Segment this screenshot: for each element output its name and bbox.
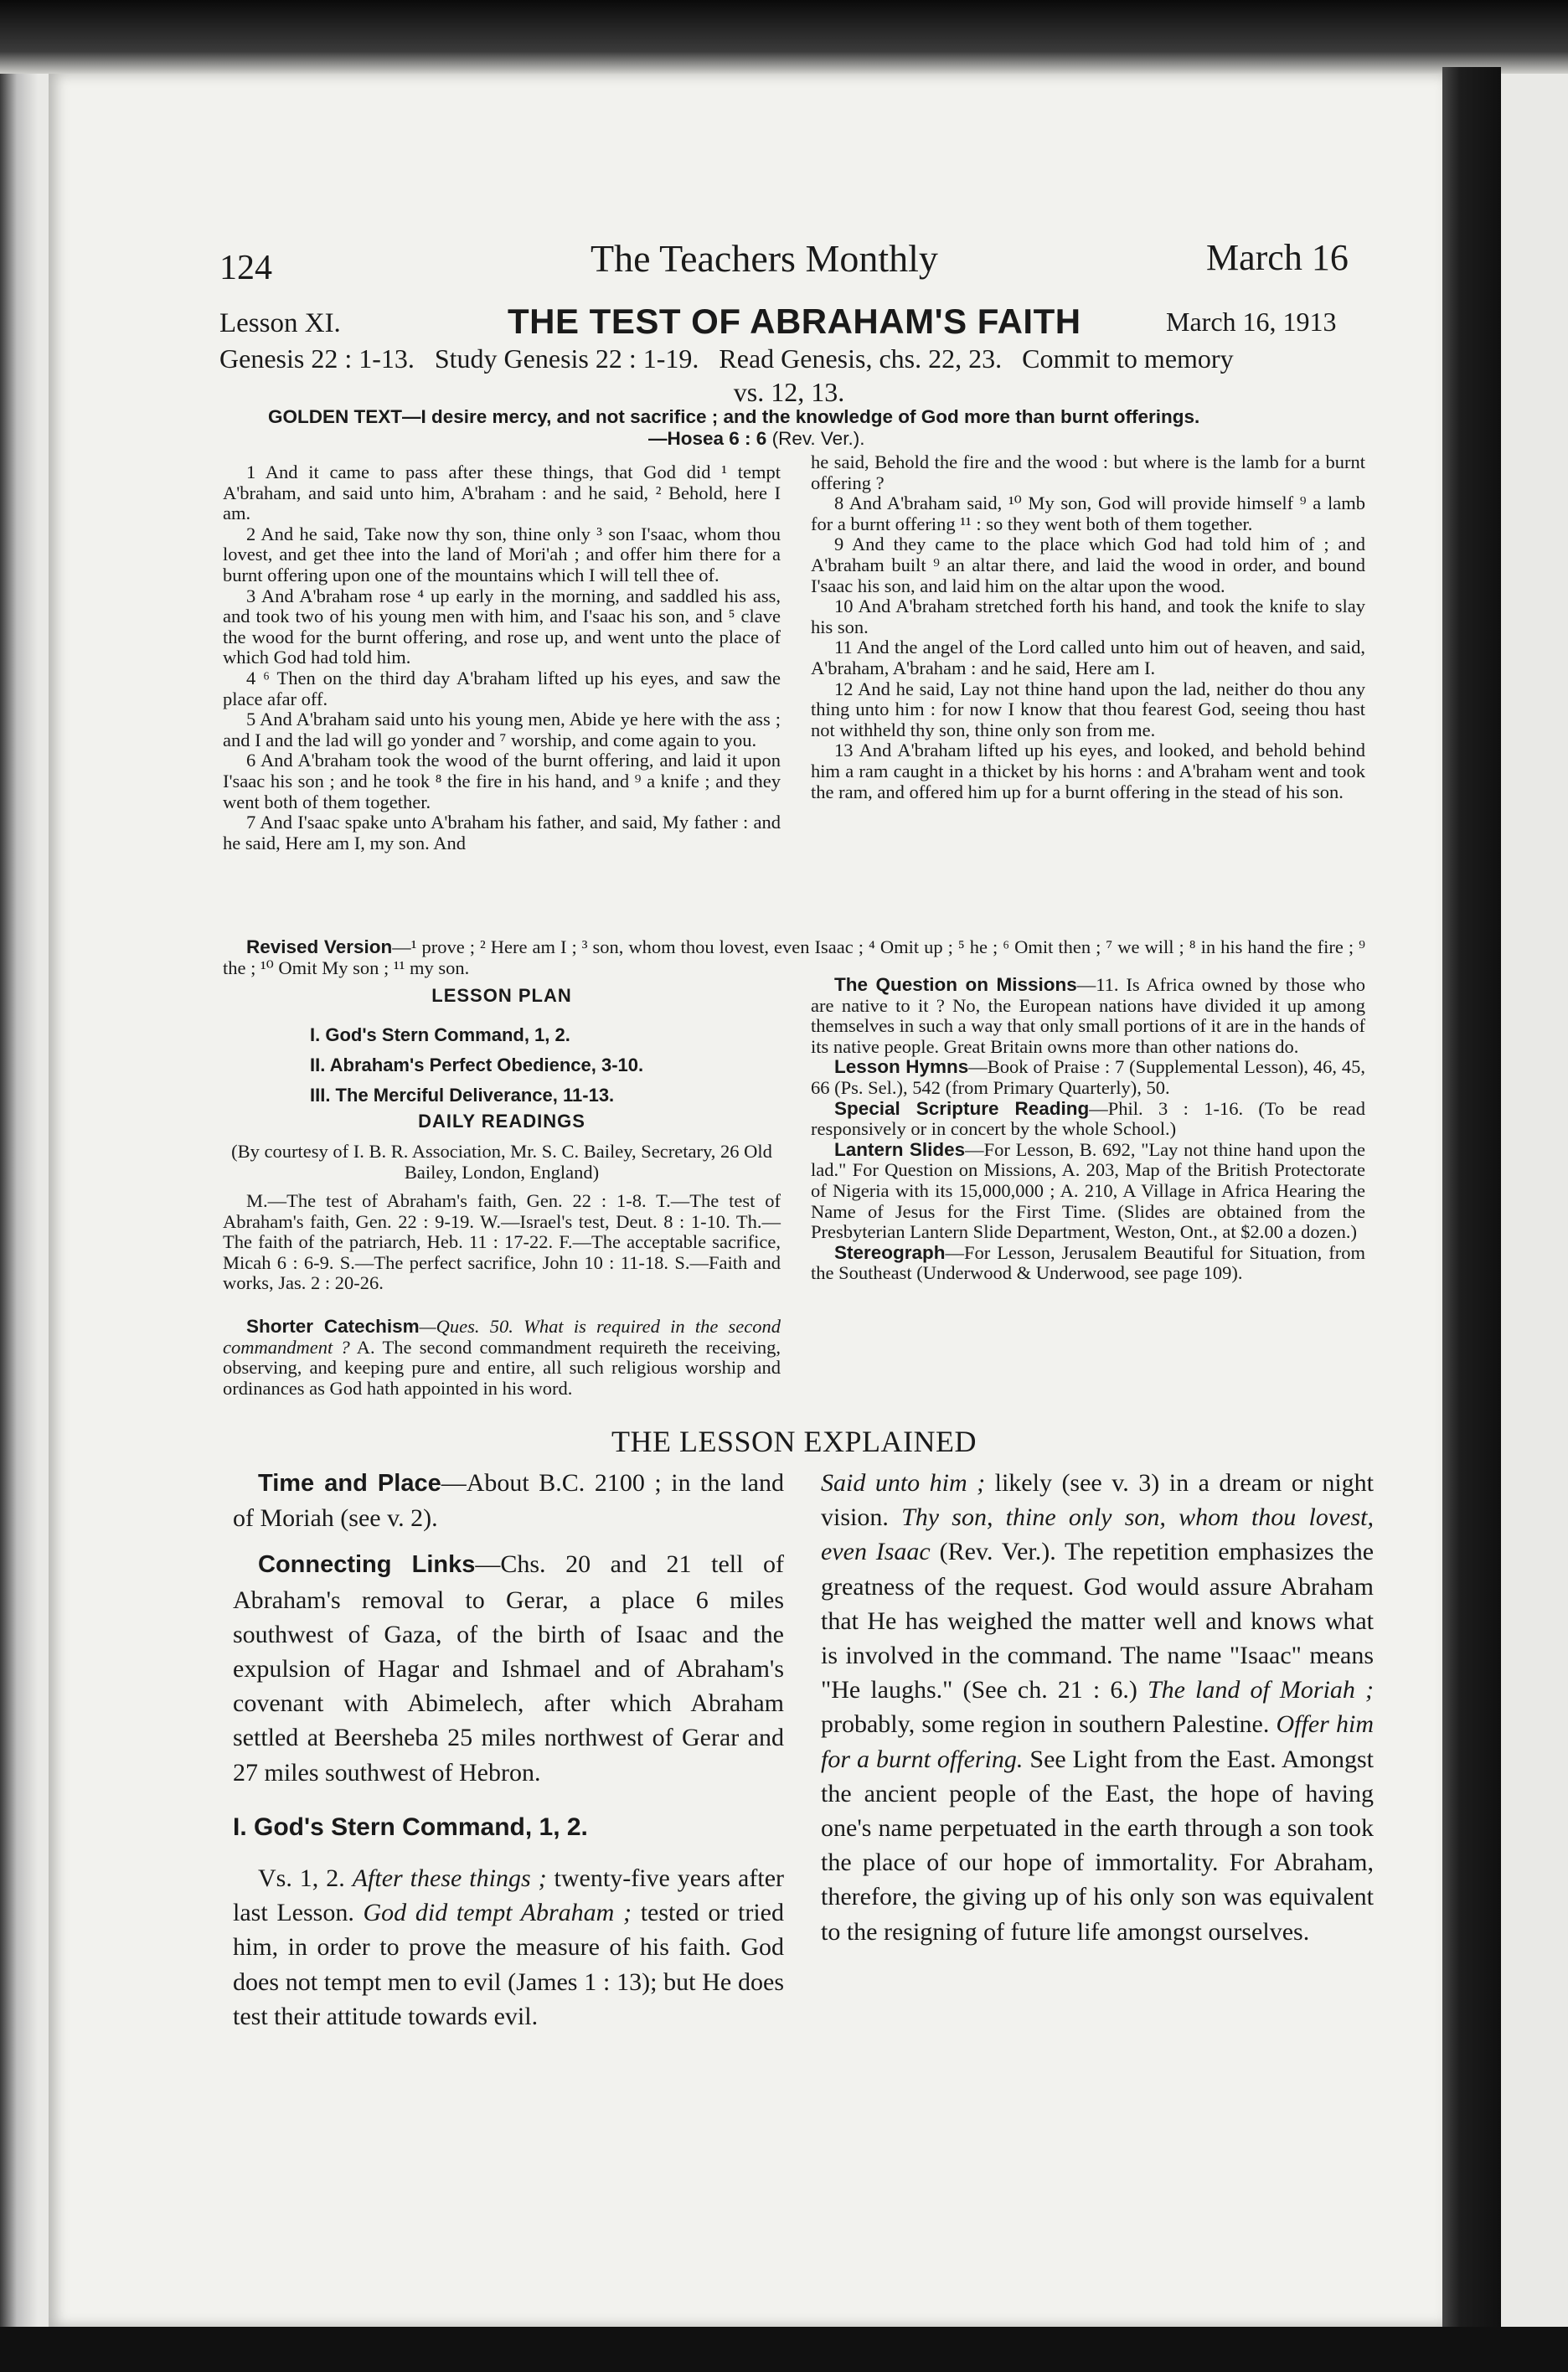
golden-text: GOLDEN TEXT—I desire mercy, and not sacrifice ; and the knowledge of God more than burnt offerings. [268,406,1200,427]
catechism-paragraph [223,1317,781,1399]
connecting-links-paragraph [233,1547,784,1789]
missions-label: The Question on Missions [834,974,1077,995]
shorter-catechism [223,1317,781,1399]
explained-right-column [821,1466,1374,1949]
commentary-text: probably, some region in southern Palestine. [821,1710,1277,1739]
catechism-question: —Ques. 50. What is required in the second commandment ? [223,1316,781,1358]
time-place-label: Time and Place [258,1470,441,1497]
scripture-references: Genesis 22 : 1-13. Study Genesis 22 : 1-19. Read Genesis, chs. 22, 23. Commit to memory [219,343,1234,374]
daily-readings-courtesy: (By courtesy of I. B. R. Association, Mr. S. C. Bailey, Secretary, 26 Old Bailey, London, England) [231,1141,772,1183]
verse: 13 And A'braham lifted up his eyes, and looked, and behold behind him a ram caught in a thicket by his horns : and A'braham went and took the ram, and offered him up for a burnt offering in the stead of his son. [811,740,1365,802]
daily-readings [223,1191,781,1294]
hymns-text: —Book of Praise : 7 (Supplemental Lesson), 46, 45, 66 (Ps. Sel.), 542 (from Primary Quarterly), 50. [811,1056,1365,1098]
verse: 4 ⁶ Then on the third day A'braham lifted up his eyes, and saw the place afar off. [223,667,781,709]
lesson-date: March 16, 1913 [1166,307,1337,337]
italic-phrase: The land of Moriah ; [1147,1676,1374,1704]
verses-label: Vs. 1, 2. [258,1864,345,1893]
golden-ref-version: (Rev. Ver.). [771,428,865,449]
running-title: The Teachers Monthly [591,237,938,280]
special-reading-text: —Phil. 3 : 1-16. (To be read responsively or in concert by the whole School.) [811,1097,1365,1140]
verse: 10 And A'braham stretched forth his hand, and took the knife to slay his son. [811,596,1365,637]
scripture-text-left [223,462,781,853]
lesson-plan-heading: LESSON PLAN [431,985,572,1006]
scripture-text-right [811,452,1365,802]
lantern-paragraph [811,1140,1365,1243]
connecting-links-text: —Chs. 20 and 21 tell of Abraham's removal to Gerar, a place 6 miles southwest of Gaza, of the birth of Isaac and the expulsion of Hagar and Ishmael and of Abraham's covenant with Abimelech, after which Abraham settled at Beersheba 25 miles northwest of Gerar and 27 miles southwest of Hebron. [233,1550,784,1787]
revised-version-notes [223,936,1365,978]
verse: 9 And they came to the place which God had told him of ; and A'braham built ⁹ an altar there, and laid the wood in order, and bound I'saac his son, and laid him on the altar upon the wood. [811,534,1365,596]
book-edge [1442,67,1501,2328]
running-date: March 16 [1206,237,1349,278]
scan-top-shadow [0,0,1568,74]
lesson-plan-item: III. The Merciful Deliverance, 11-13. [310,1085,615,1106]
memory-verses: vs. 12, 13. [733,377,845,407]
missions-paragraph [811,975,1365,1057]
connecting-links-label: Connecting Links [258,1551,476,1579]
lesson-number: Lesson XI. [219,308,341,338]
daily-readings-text: M.—The test of Abraham's faith, Gen. 22 : 1-8. T.—The test of Abraham's faith, Gen. 22 : 9-19. W.—Israel's test, Deut. 8 : 1-10. Th.—The faith of the patriarch, Heb. 11 : 17-22. F.—The acceptable sacrifice, Micah 6 : 6-9. S.—The perfect sacrifice, John 10 : 11-18. S.—Faith and works, Jas. 2 : 20-26. [223,1190,781,1294]
italic-phrase: Offer him for a burnt offering. [821,1710,1375,1773]
hymns-paragraph [811,1057,1365,1098]
hymns-label: Lesson Hymns [834,1056,969,1078]
commentary-text: tested or tried him, in order to prove the measure of his faith. God does not tempt men to evil (James 1 : 13); but He does test their attitude towards evil. [233,1899,784,2030]
italic-phrase: Thy son, thine only son, whom thou lovest, even Isaac [821,1503,1374,1566]
golden-text-reference [648,428,864,450]
verse: 3 And A'braham rose ⁴ up early in the morning, and saddled his ass, and took two of his young men with him, and I'saac his son, and ⁵ clave the wood for the burnt offering, and rose up, and went unto the place of which God had told him. [223,585,781,668]
verse: 11 And the angel of the Lord called unto him out of heaven, and said, A'braham, A'braham : and he said, Here am I. [811,637,1365,678]
stereograph-label: Stereograph [834,1241,946,1263]
stereograph-text: —For Lesson, Jerusalem Beautiful for Situation, from the Southeast (Underwood & Underwood, see page 109). [811,1241,1365,1284]
lesson-plan-item: I. God's Stern Command, 1, 2. [310,1024,570,1045]
lesson-title: THE TEST OF ABRAHAM'S FAITH [508,302,1081,341]
italic-phrase: Said unto him ; [821,1469,986,1497]
verse: 12 And he said, Lay not thine hand upon the lad, neither do thou any thing unto him : for now I know that thou fearest God, seeing thou hast not withheld thy son, thine only son from me. [811,678,1365,740]
verse: 5 And A'braham said unto his young men, Abide ye here with the ass ; and I and the lad will go yonder and ⁷ worship, and come again to you. [223,709,781,750]
special-reading-label: Special Scripture Reading [834,1097,1090,1119]
italic-phrase: God did tempt Abraham ; [363,1899,632,1927]
lesson-plan-item: II. Abraham's Perfect Obedience, 3-10. [310,1055,644,1075]
lesson-helps [811,975,1365,1284]
lesson-explained-heading: THE LESSON EXPLAINED [611,1425,977,1458]
verse: he said, Behold the fire and the wood : but where is the lamb for a burnt offering ? [811,451,1365,493]
commentary-text: (Rev. Ver.). The repetition emphasizes the greatness of the request. God would assure Abraham that He has weighed the matter well and knows what is involved in the command. The name "Isaac" means "He laughs." (See ch. 21 : 6.) [821,1538,1375,1704]
lantern-text: —For Lesson, B. 692, "Lay not thine hand upon the lad." For Question on Missions, A. 203, Map of the British Protectorate of Nigeria with its 15,000,000 ; A. 210, A Village in Africa Hearing the Name of Jesus for the First Time. (Slides are obtained from the Presbyterian Lantern Slide Department, Weston, Ont., at $2.00 a dozen.) [811,1138,1365,1243]
scan-bottom-shadow [0,2327,1568,2372]
verse: 6 And A'braham took the wood of the burnt offering, and laid it upon I'saac his son ; and he took ⁸ the fire in his hand, and ⁹ a knife ; and they went both of them together. [223,750,781,812]
verse: 2 And he said, Take now thy son, thine only ³ son I'saac, whom thou lovest, and get thee into the land of Mori'ah ; and offer him there for a burnt offering upon one of the mountains which I will tell thee of. [223,523,781,585]
page-number: 124 [219,249,272,287]
verse: 7 And I'saac spake unto A'braham his father, and said, My father : and he said, Here am I, my son. And [223,812,781,853]
verses-commentary [233,1861,784,2034]
time-place-text: —About B.C. 2100 ; in the land of Moriah (see v. 2). [233,1469,784,1533]
section-heading: I. God's Stern Command, 1, 2. [233,1813,588,1841]
special-reading-paragraph [811,1099,1365,1140]
missions-text: —11. Is Africa owned by those who are native to it ? No, the European nations have divided it up among themselves in such a way that only small portions of it are in the hands of its native people. Great Britain owns more than other nations do. [811,974,1365,1057]
catechism-answer: A. The second commandment requireth the receiving, observing, and keeping pure and entire, all such religious worship and ordinances as God hath appointed in his word. [223,1336,781,1399]
commentary-text: likely (see v. 3) in a dream or night vision. [821,1469,1374,1532]
lantern-label: Lantern Slides [834,1138,966,1160]
commentary-text: See Light from the East. Amongst the ancient people of the East, the hope of having one's name perpetuated in the earth through a son took the place of our hope of immortality. For Abraham, therefore, the giving up of his only son was equivalent to the resigning of future life amongst ourselves. [821,1745,1375,1946]
stereograph-paragraph [811,1243,1365,1284]
time-place-paragraph [233,1466,784,1535]
verse: 8 And A'braham said, ¹⁰ My son, God will provide himself ⁹ a lamb for a burnt offering ¹¹ : so they went both of them together. [811,492,1365,534]
revised-version-text: —¹ prove ; ² Here am I ; ³ son, whom thou lovest, even Isaac ; ⁴ Omit up ; ⁵ he ; ⁶ Omit then ; ⁷ we will ; ⁸ in his hand the fire ; ⁹ the ; ¹⁰ Omit My son ; ¹¹ my son. [223,936,1366,978]
golden-ref-text: —Hosea 6 : 6 [648,428,767,449]
daily-readings-heading: DAILY READINGS [418,1111,585,1132]
explained-left-column [233,1466,784,2034]
lesson-plan-list [310,1020,779,1111]
verses-commentary-continued [821,1466,1374,1949]
revised-version-label: Revised Version [246,936,393,957]
italic-phrase: After these things ; [352,1864,547,1893]
catechism-label: Shorter Catechism [246,1316,420,1337]
verse: 1 And it came to pass after these things, that God did ¹ tempt A'braham, and said unto him, A'braham : and he said, ² Behold, here I am. [223,462,781,524]
commentary-text: twenty-five years after last Lesson. [233,1864,785,1927]
